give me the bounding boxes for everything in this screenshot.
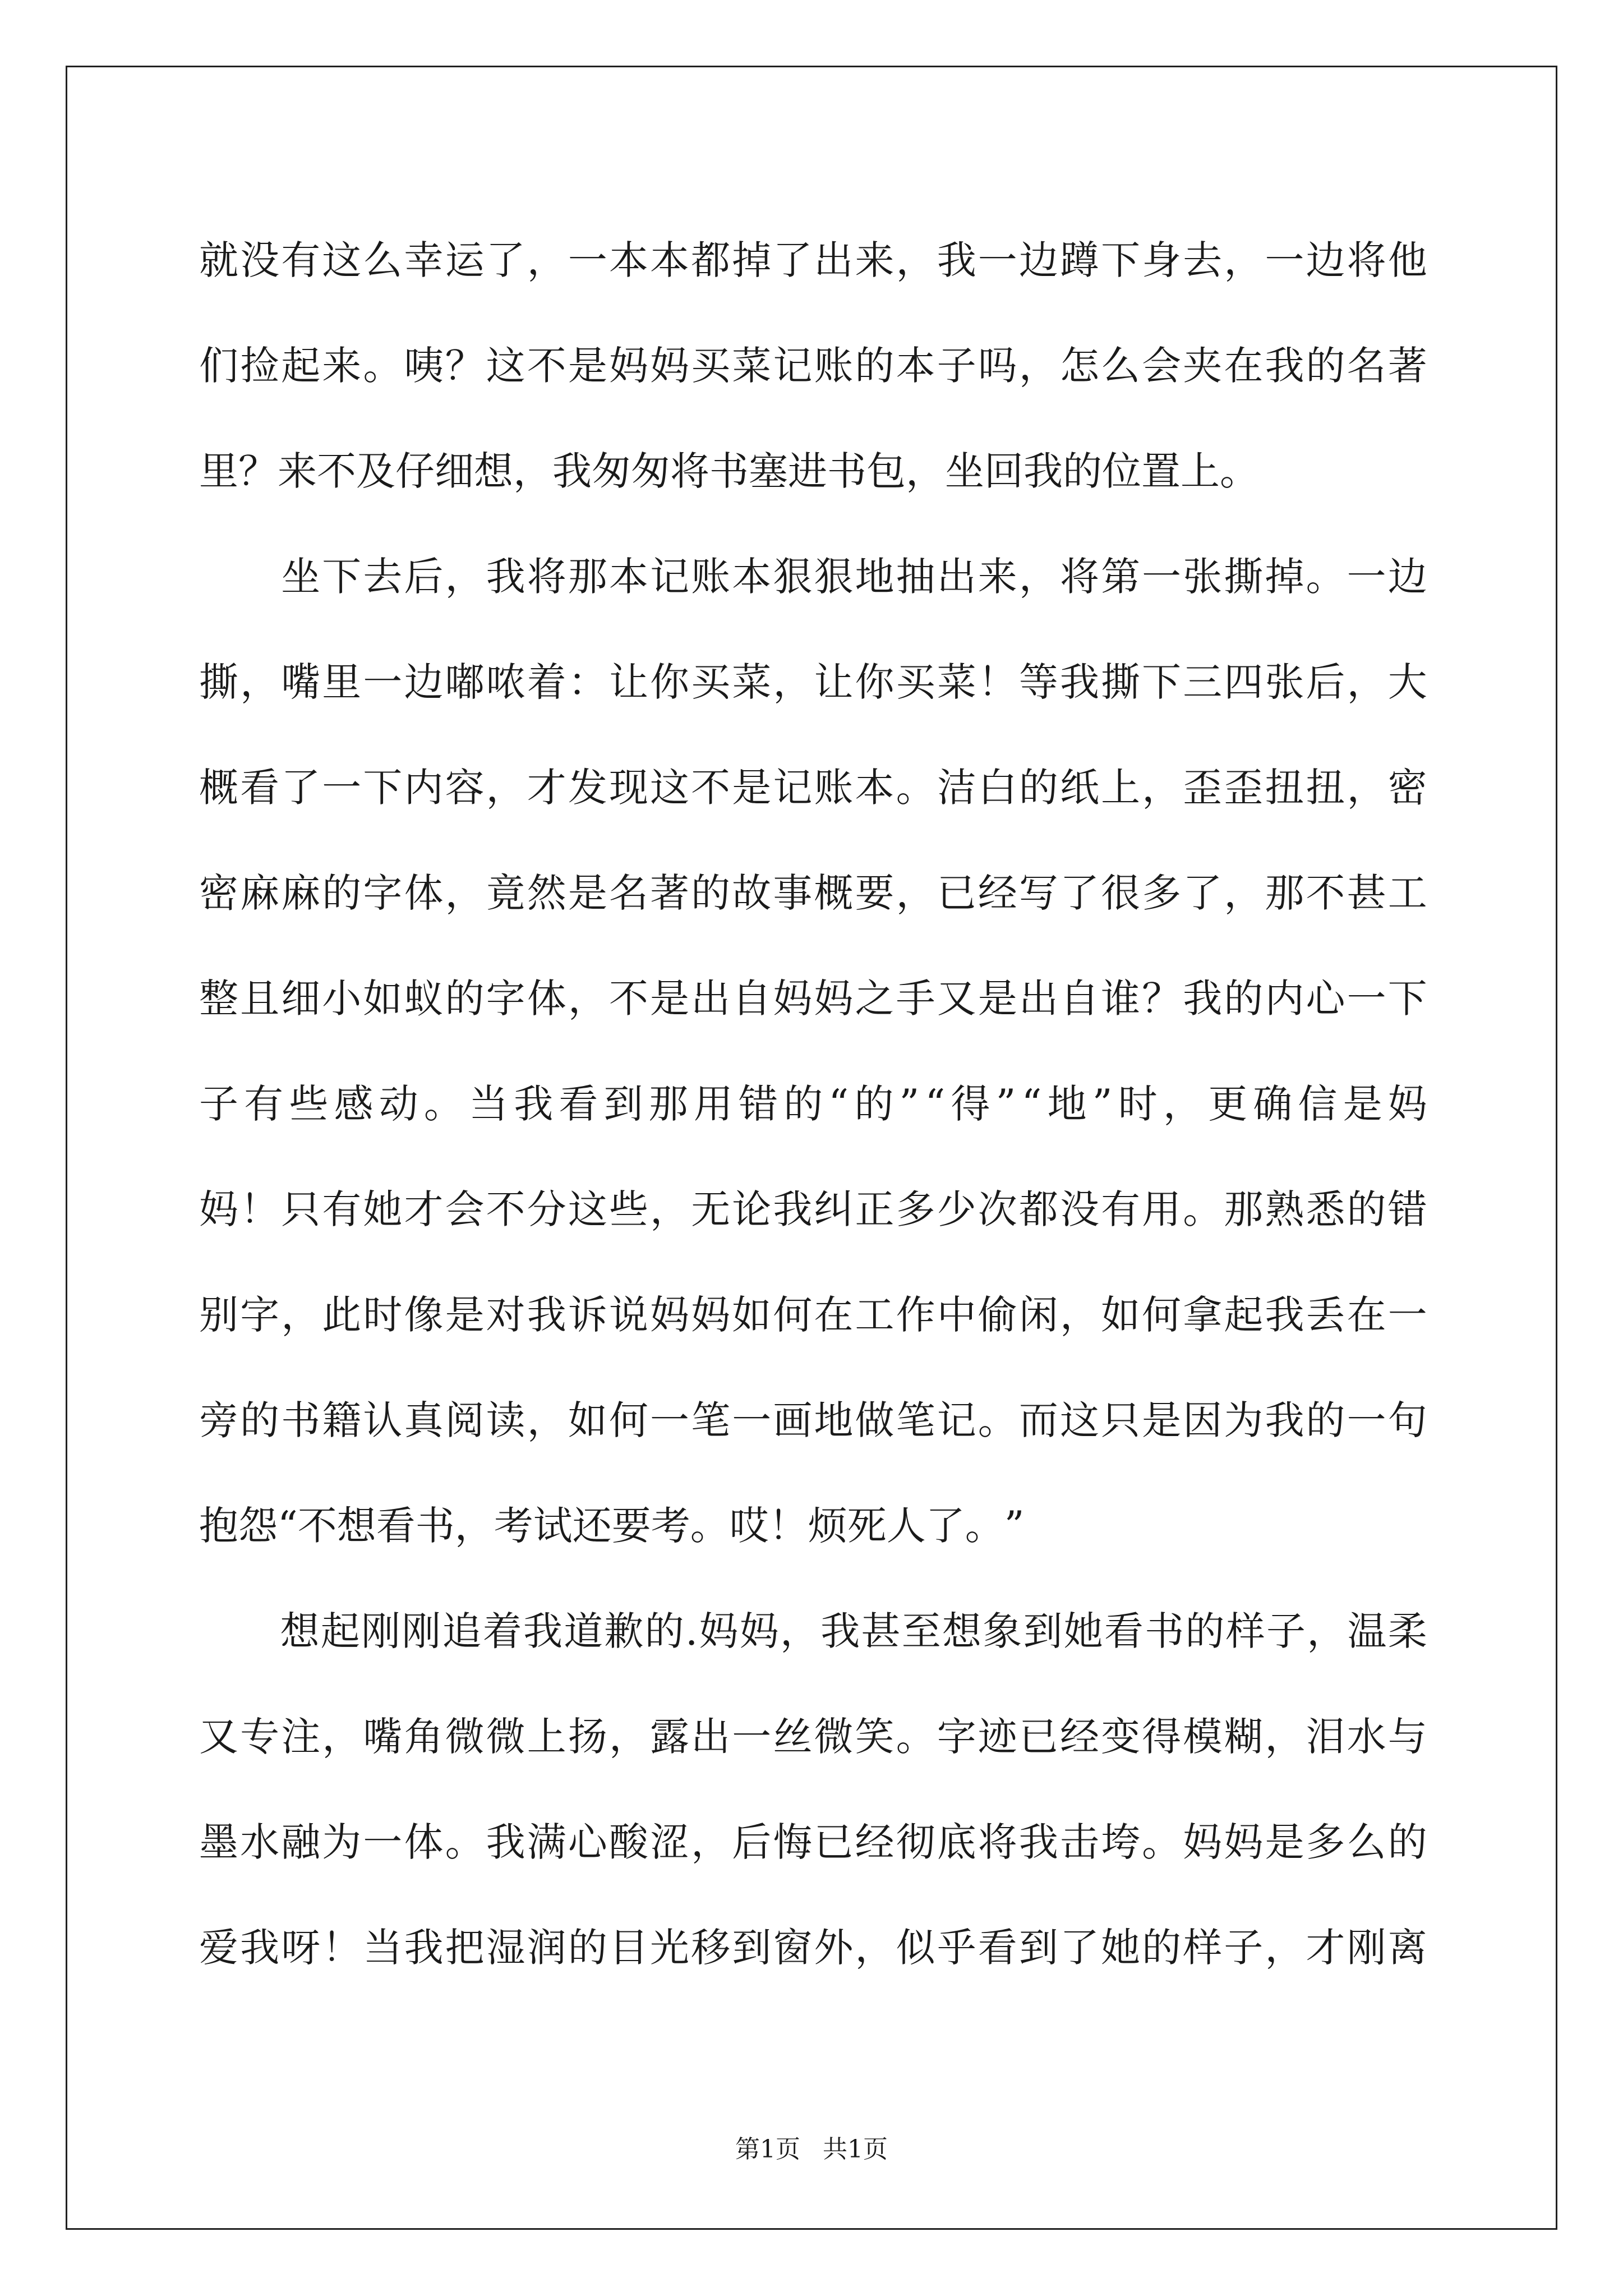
text-line: 整 且 细 小 如 蚁 的 字 体 ， 不 是 出 自 妈 妈 之 手 又 是 出 自 谁 ？ 我 的 内 心 一 下 <box>199 976 1427 1022</box>
text-line: 们 捡 起 来 。 咦 ？ 这 不 是 妈 妈 买 菜 记 账 的 本 子 吗 ， 怎 么 会 夹 在 我 的 名 著 <box>199 343 1427 389</box>
page-total: 共1页 <box>823 2135 888 2164</box>
text-line: 里 ？ 来 不 及 仔 细 想 ， 我 匆 匆 将 书 塞 进 书 包 ， 坐 回 我 的 位 置 上 。 <box>199 448 1259 494</box>
text-line: 撕 ， 嘴 里 一 边 嘟 哝 着 ： 让 你 买 菜 ， 让 你 买 菜 ！ 等 我 撕 下 三 四 张 后 ， 大 <box>199 659 1427 705</box>
page-number: 第1页 <box>735 2135 800 2164</box>
text-line: 又 专 注 ， 嘴 角 微 微 上 扬 ， 露 出 一 丝 微 笑 。 字 迹 已 经 变 得 模 糊 ， 泪 水 与 <box>199 1714 1427 1760</box>
text-line: 密 麻 麻 的 字 体 ， 竟 然 是 名 著 的 故 事 概 要 ， 已 经 写 了 很 多 了 ， 那 不 甚 工 <box>199 870 1427 916</box>
text-line: 概 看 了 一 下 内 容 ， 才 发 现 这 不 是 记 账 本 。 洁 白 的 纸 上 ， 歪 歪 扭 扭 ， 密 <box>199 765 1427 811</box>
text-line: 子 有 些 感 动 。 当 我 看 到 那 用 错 的 “ 的 ” “ 得 ” “ 地 ” 时 ， 更 确 信 是 妈 <box>199 1081 1427 1127</box>
text-line: 别 字 ， 此 时 像 是 对 我 诉 说 妈 妈 如 何 在 工 作 中 偷 闲 ， 如 何 拿 起 我 丢 在 一 <box>199 1292 1427 1338</box>
text-line: 就 没 有 这 么 幸 运 了 ， 一 本 本 都 掉 了 出 来 ， 我 一 边 蹲 下 身 去 ， 一 边 将 他 <box>199 237 1427 283</box>
page-footer <box>0 2129 1623 2165</box>
text-line: 想 起 刚 刚 追 着 我 道 歉 的 . 妈 妈 ， 我 甚 至 想 象 到 她 看 书 的 样 子 ， 温 柔 <box>280 1608 1427 1654</box>
document-body <box>199 208 1427 2000</box>
text-line: 爱 我 呀 ！ 当 我 把 湿 润 的 目 光 移 到 窗 外 ， 似 乎 看 到 了 她 的 样 子 ， 才 刚 离 <box>199 1925 1427 1971</box>
text-line: 妈 ！ 只 有 她 才 会 不 分 这 些 ， 无 论 我 纠 正 多 少 次 都 没 有 用 。 那 熟 悉 的 错 <box>199 1186 1427 1232</box>
text-line: 坐 下 去 后 ， 我 将 那 本 记 账 本 狠 狠 地 抽 出 来 ， 将 第 一 张 撕 掉 。 一 边 <box>281 554 1427 600</box>
text-line: 抱 怨 “ 不 想 看 书 ， 考 试 还 要 考 。 哎 ！ 烦 死 人 了 。 ” <box>199 1503 1025 1549</box>
text-line: 旁 的 书 籍 认 真 阅 读 ， 如 何 一 笔 一 画 地 做 笔 记 。 而 这 只 是 因 为 我 的 一 句 <box>199 1397 1427 1443</box>
text-line: 墨 水 融 为 一 体 。 我 满 心 酸 涩 ， 后 悔 已 经 彻 底 将 我 击 垮 。 妈 妈 是 多 么 的 <box>199 1819 1427 1865</box>
